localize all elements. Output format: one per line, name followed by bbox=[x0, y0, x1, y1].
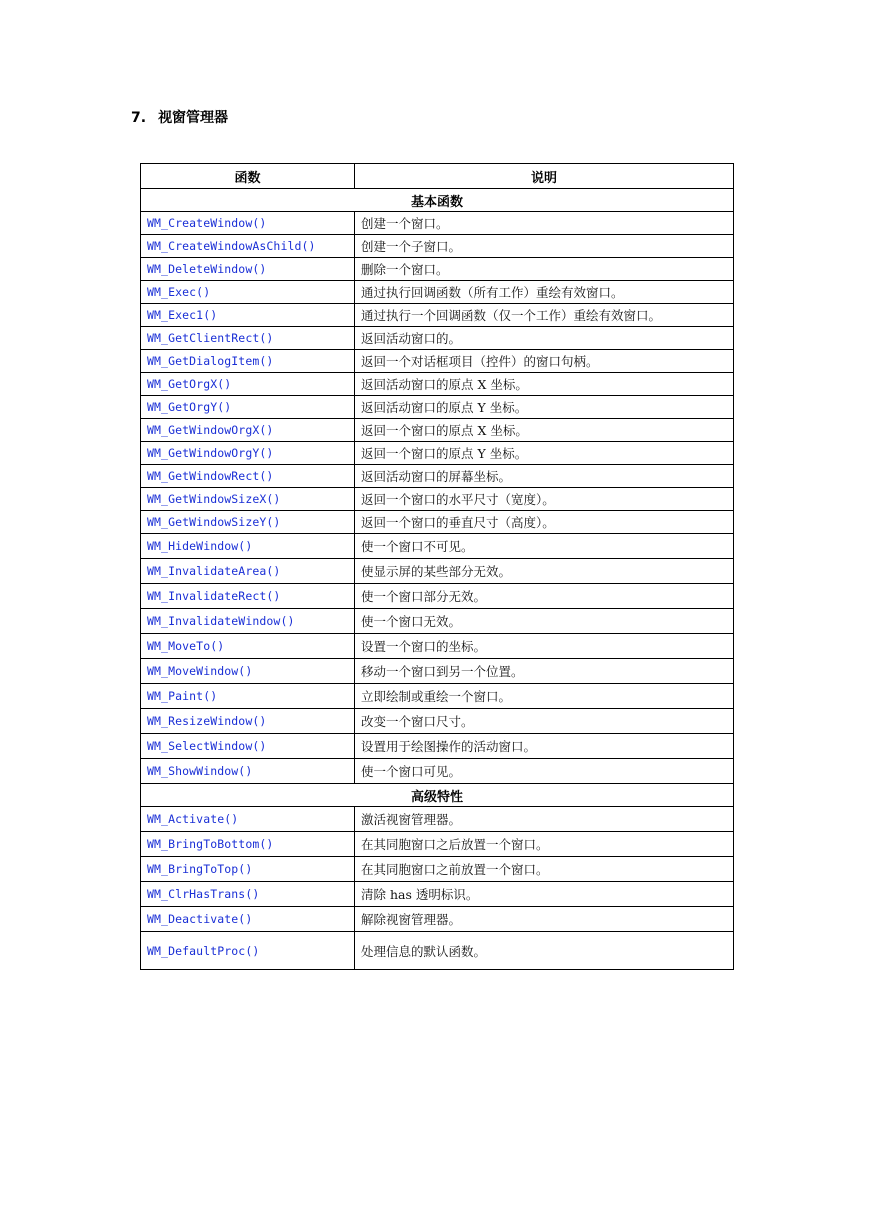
function-description: 移动一个窗口到另一个位置。 bbox=[355, 659, 734, 684]
function-name-link[interactable]: WM_GetWindowRect() bbox=[141, 465, 355, 488]
function-name-link[interactable]: WM_GetWindowSizeX() bbox=[141, 488, 355, 511]
group-label-basic: 基本函数 bbox=[141, 189, 734, 212]
table-row bbox=[141, 396, 734, 419]
table-row bbox=[141, 419, 734, 442]
group-header-basic bbox=[141, 189, 734, 212]
function-description: 改变一个窗口尺寸。 bbox=[355, 709, 734, 734]
function-description: 立即绘制或重绘一个窗口。 bbox=[355, 684, 734, 709]
function-description: 返回一个对话框项目（控件）的窗口句柄。 bbox=[355, 350, 734, 373]
function-description: 通过执行回调函数（所有工作）重绘有效窗口。 bbox=[355, 281, 734, 304]
table-row bbox=[141, 584, 734, 609]
function-description: 返回一个窗口的原点 X 坐标。 bbox=[355, 419, 734, 442]
function-name-link[interactable]: WM_GetWindowSizeY() bbox=[141, 511, 355, 534]
function-name-link[interactable]: WM_ResizeWindow() bbox=[141, 709, 355, 734]
table-header-row bbox=[141, 164, 734, 189]
function-name-link[interactable]: WM_BringToTop() bbox=[141, 857, 355, 882]
table-row bbox=[141, 857, 734, 882]
table-row bbox=[141, 932, 734, 970]
table-row bbox=[141, 759, 734, 784]
function-name-link[interactable]: WM_InvalidateArea() bbox=[141, 559, 355, 584]
table-row bbox=[141, 659, 734, 684]
function-name-link[interactable]: WM_GetDialogItem() bbox=[141, 350, 355, 373]
function-description: 清除 has 透明标识。 bbox=[355, 882, 734, 907]
table-row bbox=[141, 709, 734, 734]
table-row bbox=[141, 534, 734, 559]
table-row bbox=[141, 832, 734, 857]
function-description: 创建一个子窗口。 bbox=[355, 235, 734, 258]
table-row bbox=[141, 684, 734, 709]
function-description: 激活视窗管理器。 bbox=[355, 807, 734, 832]
function-description: 返回活动窗口的原点 Y 坐标。 bbox=[355, 396, 734, 419]
function-name-link[interactable]: WM_CreateWindowAsChild() bbox=[141, 235, 355, 258]
table-row bbox=[141, 559, 734, 584]
table-row bbox=[141, 442, 734, 465]
table-row bbox=[141, 212, 734, 235]
table-row bbox=[141, 258, 734, 281]
function-description: 通过执行一个回调函数（仅一个工作）重绘有效窗口。 bbox=[355, 304, 734, 327]
function-name-link[interactable]: WM_DeleteWindow() bbox=[141, 258, 355, 281]
table-row bbox=[141, 609, 734, 634]
function-description: 使一个窗口不可见。 bbox=[355, 534, 734, 559]
function-description: 设置一个窗口的坐标。 bbox=[355, 634, 734, 659]
function-name-link[interactable]: WM_GetWindowOrgX() bbox=[141, 419, 355, 442]
function-description: 返回一个窗口的原点 Y 坐标。 bbox=[355, 442, 734, 465]
function-name-link[interactable]: WM_GetOrgX() bbox=[141, 373, 355, 396]
function-description: 删除一个窗口。 bbox=[355, 258, 734, 281]
group-label-advanced: 高级特性 bbox=[141, 784, 734, 807]
table-row bbox=[141, 511, 734, 534]
table-row bbox=[141, 235, 734, 258]
function-name-link[interactable]: WM_DefaultProc() bbox=[141, 932, 355, 970]
table-row bbox=[141, 281, 734, 304]
function-description: 在其同胞窗口之后放置一个窗口。 bbox=[355, 832, 734, 857]
function-name-link[interactable]: WM_GetOrgY() bbox=[141, 396, 355, 419]
section-heading bbox=[131, 107, 228, 127]
function-name-link[interactable]: WM_Deactivate() bbox=[141, 907, 355, 932]
function-name-link[interactable]: WM_ShowWindow() bbox=[141, 759, 355, 784]
function-name-link[interactable]: WM_Exec1() bbox=[141, 304, 355, 327]
function-description: 使一个窗口可见。 bbox=[355, 759, 734, 784]
header-description: 说明 bbox=[355, 164, 734, 189]
function-name-link[interactable]: WM_GetClientRect() bbox=[141, 327, 355, 350]
function-name-link[interactable]: WM_Activate() bbox=[141, 807, 355, 832]
table-row bbox=[141, 373, 734, 396]
function-name-link[interactable]: WM_ClrHasTrans() bbox=[141, 882, 355, 907]
function-name-link[interactable]: WM_MoveWindow() bbox=[141, 659, 355, 684]
function-description: 返回一个窗口的垂直尺寸（高度）。 bbox=[355, 511, 734, 534]
function-name-link[interactable]: WM_Exec() bbox=[141, 281, 355, 304]
function-description: 返回活动窗口的原点 X 坐标。 bbox=[355, 373, 734, 396]
table-row bbox=[141, 488, 734, 511]
function-description: 处理信息的默认函数。 bbox=[355, 932, 734, 970]
function-description: 使一个窗口无效。 bbox=[355, 609, 734, 634]
table-row bbox=[141, 882, 734, 907]
function-description: 返回活动窗口的。 bbox=[355, 327, 734, 350]
table-row bbox=[141, 907, 734, 932]
table-row bbox=[141, 327, 734, 350]
function-name-link[interactable]: WM_BringToBottom() bbox=[141, 832, 355, 857]
function-name-link[interactable]: WM_InvalidateWindow() bbox=[141, 609, 355, 634]
function-name-link[interactable]: WM_HideWindow() bbox=[141, 534, 355, 559]
function-description: 设置用于绘图操作的活动窗口。 bbox=[355, 734, 734, 759]
table-row bbox=[141, 350, 734, 373]
function-name-link[interactable]: WM_MoveTo() bbox=[141, 634, 355, 659]
table-row bbox=[141, 465, 734, 488]
function-description: 返回一个窗口的水平尺寸（宽度）。 bbox=[355, 488, 734, 511]
function-description: 使显示屏的某些部分无效。 bbox=[355, 559, 734, 584]
function-name-link[interactable]: WM_InvalidateRect() bbox=[141, 584, 355, 609]
function-name-link[interactable]: WM_Paint() bbox=[141, 684, 355, 709]
header-function: 函数 bbox=[141, 164, 355, 189]
function-description: 使一个窗口部分无效。 bbox=[355, 584, 734, 609]
section-number: 7. bbox=[131, 110, 147, 126]
group-header-advanced bbox=[141, 784, 734, 807]
function-name-link[interactable]: WM_CreateWindow() bbox=[141, 212, 355, 235]
function-description: 解除视窗管理器。 bbox=[355, 907, 734, 932]
function-name-link[interactable]: WM_SelectWindow() bbox=[141, 734, 355, 759]
table-row bbox=[141, 807, 734, 832]
function-description: 返回活动窗口的屏幕坐标。 bbox=[355, 465, 734, 488]
function-table bbox=[140, 163, 734, 970]
function-description: 在其同胞窗口之前放置一个窗口。 bbox=[355, 857, 734, 882]
section-title: 视窗管理器 bbox=[158, 110, 229, 126]
table-row bbox=[141, 734, 734, 759]
function-description: 创建一个窗口。 bbox=[355, 212, 734, 235]
table-row bbox=[141, 634, 734, 659]
table-row bbox=[141, 304, 734, 327]
function-name-link[interactable]: WM_GetWindowOrgY() bbox=[141, 442, 355, 465]
